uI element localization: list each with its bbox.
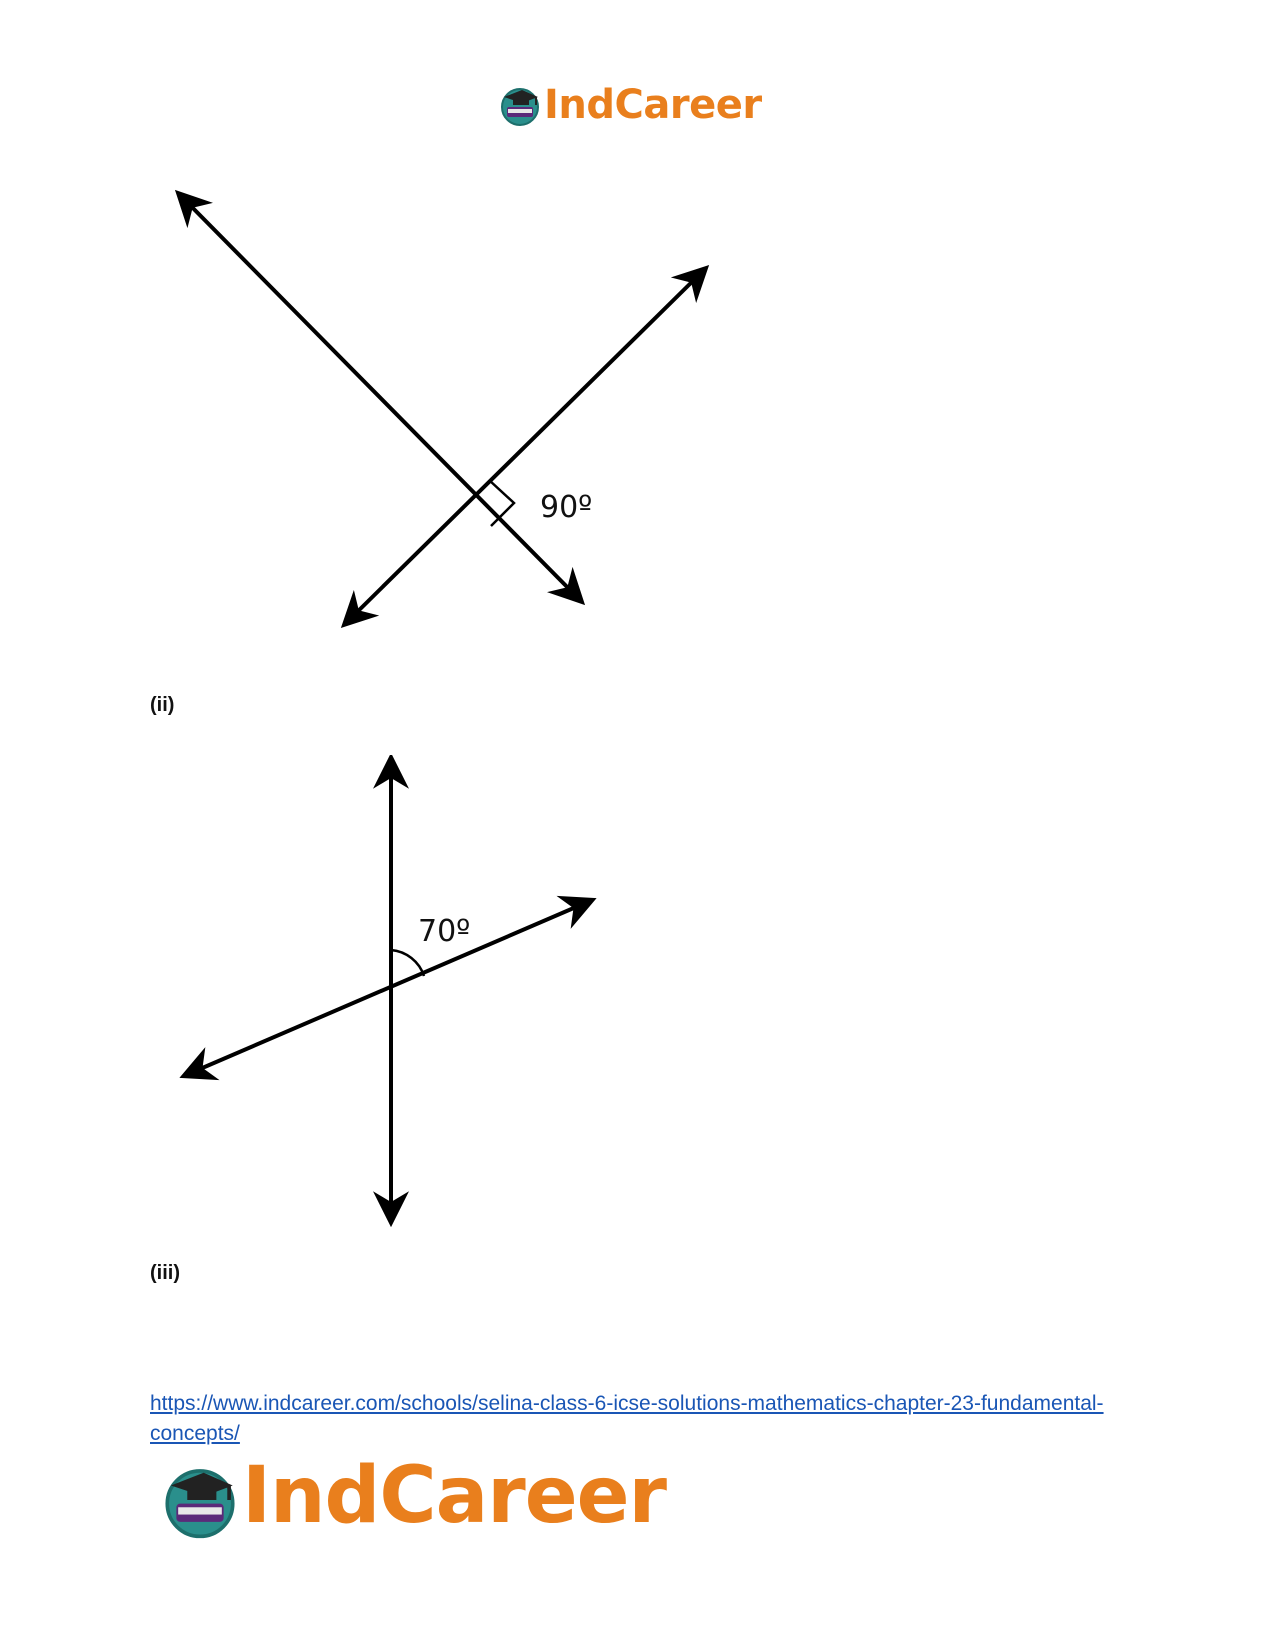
angle-label-70: 70º [418, 914, 471, 949]
header-logo [498, 78, 768, 134]
intersecting-lines-diagram [150, 755, 650, 1245]
figure-perpendicular-lines [150, 180, 750, 670]
perpendicular-lines-diagram [150, 180, 750, 670]
figure-intersecting-lines [150, 755, 650, 1245]
figure-caption-ii: (ii) [150, 694, 175, 716]
angle-label-90: 90º [540, 490, 593, 525]
logo-wordmark-large: IndCareer [242, 1451, 666, 1541]
figure-caption-iii: (iii) [150, 1262, 180, 1284]
source-url-link[interactable]: https://www.indcareer.com/schools/selina-class-6-icse-solutions-mathematics-chapter-23-fundamental-concepts/ [150, 1392, 1104, 1445]
graduation-cap-book-globe-icon [160, 1460, 240, 1540]
graduation-cap-book-globe-icon [498, 83, 542, 127]
logo-wordmark: IndCareer [544, 82, 762, 128]
footer-logo [160, 1452, 720, 1552]
